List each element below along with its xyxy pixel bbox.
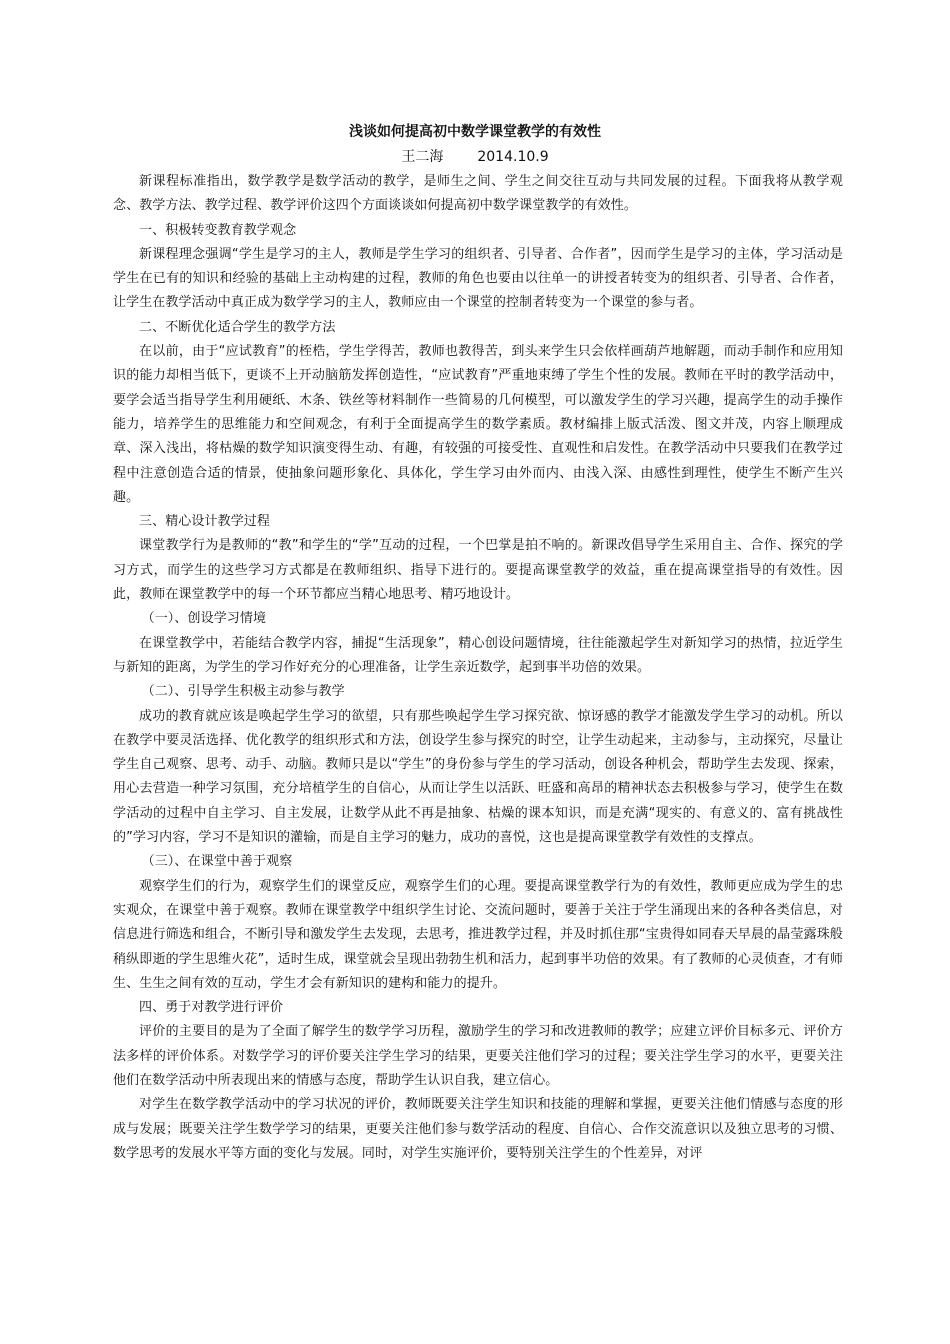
subsection-heading: （一）、创设学习情境 — [141, 611, 267, 627]
section-heading: 一、积极转变教育教学观念 — [139, 222, 297, 238]
byline — [0, 147, 950, 167]
section-heading: 四、勇于对教学进行评价 — [139, 1000, 284, 1016]
paragraph: 新课程理念强调“学生是学习的主人，教师是学生学习的组织者、引导者、合作者”，因而学生是学习的主体，学习活动是学生在已有的知识和经验的基础上主动构建的过程，教师的角色也要由以往单一的讲授者转变为的组织者、引导者、合作者，让学生在教学活动中真正成为数学学习的主人，教师应由一个课堂的控制者转变为一个课堂的参与者。 — [113, 246, 843, 311]
paragraph: 课堂教学行为是教师的“教”和学生的“学”互动的过程，一个巴掌是拍不响的。新课改倡导学生采用自主、合作、探究的学习方式，而学生的这些学习方式都是在教师组织、指导下进行的。要提高课堂教学的效益，重在提高课堂指导的有效性。因此，教师在课堂教学中的每一个环节都应当精心地思考、精巧地设计。 — [113, 538, 843, 603]
section-heading: 三、精心设计教学过程 — [139, 514, 271, 530]
author-name: 王二海 — [401, 149, 444, 165]
subsection-heading: （二）、引导学生积极主动参与教学 — [141, 684, 345, 700]
document-body — [113, 170, 843, 1166]
paragraph: 成功的教育就应该是唤起学生学习的欲望，只有那些唤起学生学习探究欲、惊讶感的教学才能激发学生学习的动机。所以在教学中要灵活选择、优化教学的组织形式和方法，创设学生参与探究的时空，让学生动起来，主动参与，主动探究，尽量让学生自己观察、思考、动手、动脑。教师只是以“学生”的身份参与学生的学习活动，创设各种机会，帮助学生去发现、探索，用心去营造一种学习氛围，充分培植学生的自信心，从而让学生以活跃、旺盛和高昂的精神状态去积极参与学习，使学生在数学活动的过程中自主学习、自主发展，让数学从此不再是抽象、枯燥的课本知识，而是充满“现实的、有意义的、富有挑战性的”学习内容，学习不是知识的灌输，而是自主学习的魅力，成功的喜悦，这也是提高课堂教学有效性的支撑点。 — [113, 708, 843, 846]
paragraph: 新课程标准指出，数学教学是数学活动的教学，是师生之间、学生之间交往互动与共同发展的过程。下面我将从教学观念、教学方法、教学过程、教学评价这四个方面谈谈如何提高初中数学课堂教学的有效性。 — [113, 174, 843, 214]
section-heading: 二、不断优化适合学生的教学方法 — [139, 319, 336, 335]
subsection-heading: （三）、在课堂中善于观察 — [141, 854, 293, 870]
paragraph: 对学生在数学教学活动中的学习状况的评价，教师既要关注学生知识和技能的理解和掌握，更要关注他们情感与态度的形成与发展；既要关注学生数学学习的结果，更要关注他们参与数学活动的程度、自信心、合作交流意识以及独立思考的习惯、数学思考的发展水平等方面的变化与发展。同时，对学生实施评价，要特别关注学生的个性差异，对评 — [113, 1097, 843, 1161]
document-date: 2014.10.9 — [477, 149, 549, 165]
paragraph: 观察学生们的行为，观察学生们的课堂反应，观察学生们的心理。要提高课堂教学行为的有效性，教师更应成为学生的忠实观众，在课堂中善于观察。教师在课堂教学中组织学生讨论、交流问题时，要善于关注于学生涌现出来的各种各类信息，对信息进行筛选和组合，不断引导和激发学生去发现，去思考，推进教学过程，并及时抓住那“宝贵得如同春天早晨的晶莹露珠般稍纵即逝的学生思维火花”，适时生成，课堂就会呈现出勃勃生机和活力，起到事半功倍的效果。有了教师的心灵侦查，才有师生、生生之间有效的互动，学生才会有新知识的建构和能力的提升。 — [113, 878, 843, 991]
paragraph: 评价的主要目的是为了全面了解学生的数学学习历程，激励学生的学习和改进教师的教学；应建立评价目标多元、评价方法多样的评价体系。对数学学习的评价要关注学生学习的结果，更要关注他们学习的过程；要关注学生学习的水平，更要关注他们在数学活动中所表现出来的情感与态度，帮助学生认识自我，建立信心。 — [113, 1024, 843, 1088]
paragraph: 在以前，由于“应试教育”的桎梏，学生学得苦，教师也教得苦，到头来学生只会依样画葫芦地解题，而动手制作和应用知识的能力却相当低下，更谈不上开动脑筋发挥创造性，“应试教育”严重地束缚了学生个性的发展。教师在平时的教学活动中，要学会适当指导学生利用硬纸、木条、铁丝等材料制作一些简易的几何模型，可以激发学生的学习兴趣，提高学生的动手操作能力，培养学生的思维能力和空间观念，有利于全面提高学生的数学素质。教材编排上版式活泼、图文并茂，内容上顺理成章、深入浅出，将枯燥的数学知识演变得生动、有趣，有较强的可接受性、直观性和启发性。在教学活动中只要我们在教学过程中注意创造合适的情景，使抽象问题形象化、具体化，学生学习由外而内、由浅入深、由感性到理性，使学生不断产生兴趣。 — [113, 344, 843, 505]
document-title: 浅谈如何提高初中数学课堂教学的有效性 — [349, 124, 601, 140]
paragraph: 在课堂教学中，若能结合教学内容，捕捉“生活现象”，精心创设问题情境，往往能激起学生对新知学习的热情，拉近学生与新知的距离，为学生的学习作好充分的心理准备，让学生亲近数学，起到事半功倍的效果。 — [113, 635, 843, 675]
